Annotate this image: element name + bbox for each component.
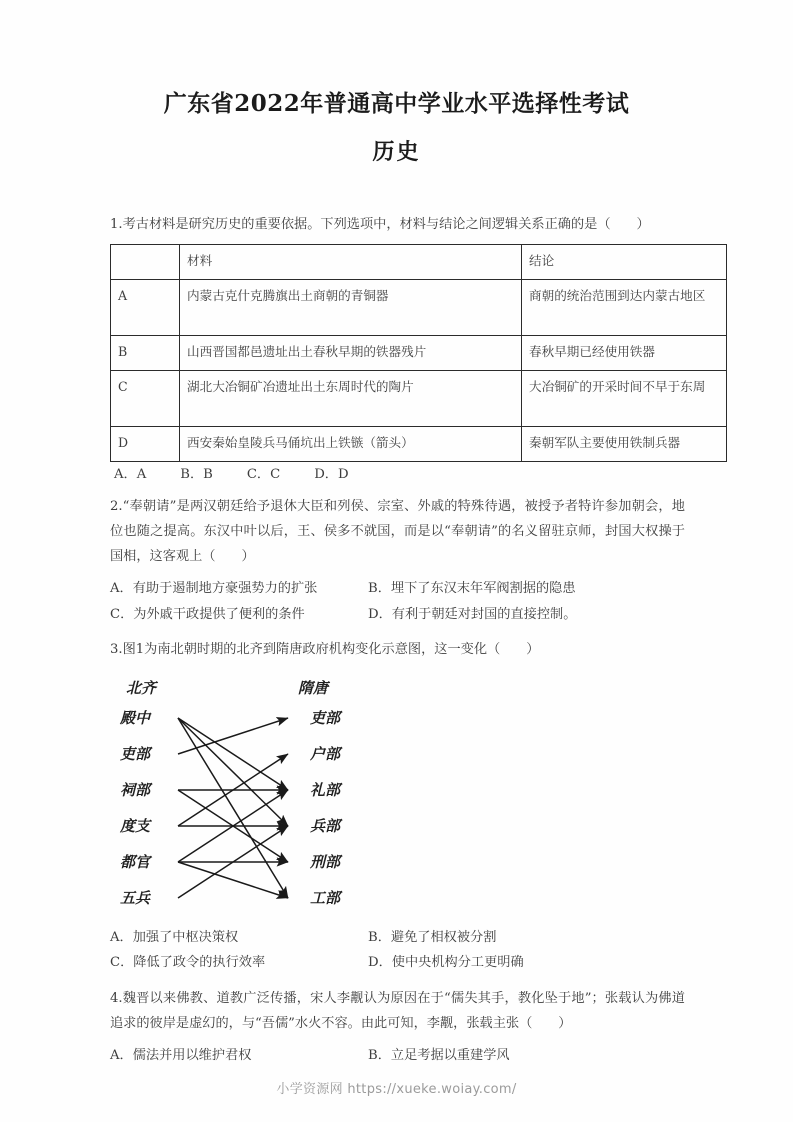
- diagram-headers: [126, 679, 331, 697]
- diagram-right-node-0: 吏部: [310, 708, 341, 727]
- question-3-stem: [110, 637, 685, 662]
- option-c[interactable]: C．为外戚干政提供了便利的条件: [110, 606, 305, 622]
- page-title: 广东省2022年普通高中学业水平选择性考试: [163, 90, 630, 117]
- diagram-right-node-3: 兵部: [310, 816, 341, 835]
- row-conclusion: 商朝的统治范围到达内蒙古地区: [522, 280, 727, 336]
- question-3-options-row-1: [110, 925, 685, 951]
- diagram-right-node-2: 礼部: [310, 780, 341, 799]
- table-row: [111, 280, 727, 336]
- option-c[interactable]: C．降低了政令的执行效率: [110, 955, 266, 971]
- question-2-stem: [110, 494, 685, 570]
- diagram-left-header: 北齐: [126, 678, 157, 697]
- table-header-row: [111, 245, 727, 280]
- diagram-link-10: [178, 862, 288, 898]
- option-d[interactable]: D．有利于朝廷对封国的直接控制。: [368, 606, 577, 622]
- option-c[interactable]: C．C: [246, 467, 281, 483]
- diagram-left-node-0: 殿中: [120, 708, 151, 727]
- table-header-conclusion: 结论: [522, 245, 727, 280]
- diagram-links: [178, 718, 288, 898]
- diagram-link-1: [178, 718, 288, 826]
- site-watermark: 小学资源网 https://xueke.woiay.com/: [276, 1082, 517, 1097]
- diagram-left-nodes: [119, 709, 153, 907]
- question-1-stem-close: ）: [636, 217, 650, 232]
- row-conclusion: 秦朝军队主要使用铁制兵器: [522, 427, 727, 462]
- question-3: [110, 637, 685, 976]
- option-b[interactable]: B．埋下了东汉末年军阀割据的隐患: [368, 580, 576, 596]
- option-a[interactable]: A．加强了中枢决策权: [110, 929, 239, 945]
- table-row: [111, 427, 727, 462]
- row-conclusion: 春秋早期已经使用铁器: [522, 336, 727, 371]
- row-conclusion: 大冶铜矿的开采时间不早于东周: [522, 371, 727, 427]
- table-row: [111, 371, 727, 427]
- title-block: [0, 88, 793, 166]
- diagram-left-node-4: 都官: [120, 852, 151, 871]
- question-1-stem-text: 1.考古材料是研究历史的重要依据。下列选项中，材料与结论之间逻辑关系正确的是（: [110, 217, 611, 232]
- question-1-stem: [110, 212, 685, 237]
- option-a[interactable]: A．有助于遏制地方豪强势力的扩张: [110, 580, 318, 596]
- option-b[interactable]: B．立足考据以重建学风: [368, 1047, 510, 1063]
- question-2-stem-text: 2.“奉朝请”是两汉朝廷给予退休大臣和列侯、宗室、外戚的特殊待遇，被授予者特许参加朝会，地位也随之提高。东汉中叶以后，王、侯多不就国，而是以“奉朝请”的名义留驻京师，封国大权操于国相，这客观上（: [110, 498, 685, 565]
- diagram-svg: [112, 671, 412, 921]
- row-key: B: [111, 336, 180, 371]
- row-material: 山西晋国都邑遗址出土春秋早期的铁器残片: [180, 336, 522, 371]
- row-key: D: [111, 427, 180, 462]
- row-key: A: [111, 280, 180, 336]
- option-b[interactable]: B．B: [180, 467, 213, 483]
- question-2-options-row-1: [110, 576, 685, 602]
- diagram-link-3: [178, 718, 288, 754]
- diagram-left-node-2: 祠部: [120, 780, 151, 799]
- table-header-material: 材料: [180, 245, 522, 280]
- question-3-options-row-2: [110, 950, 685, 976]
- row-material: 内蒙古克什克腾旗出土商朝的青铜器: [180, 280, 522, 336]
- question-1-options: [110, 462, 685, 488]
- diagram-left-node-5: 五兵: [120, 888, 151, 907]
- diagram-right-node-1: 户部: [310, 744, 341, 763]
- question-list: [110, 212, 706, 1069]
- diagram-right-nodes: [309, 709, 343, 907]
- question-3-stem-close: ）: [526, 642, 540, 658]
- diagram-right-node-5: 工部: [310, 888, 341, 907]
- question-4-options-row-1: [110, 1043, 685, 1069]
- question-2: [110, 494, 685, 628]
- diagram-right-node-4: 刑部: [310, 852, 341, 871]
- option-a[interactable]: A．儒法并用以维护君权: [110, 1047, 252, 1063]
- question-2-stem-close: ）: [241, 549, 255, 565]
- option-b[interactable]: B．避免了相权被分割: [368, 929, 497, 945]
- diagram-link-0: [178, 718, 288, 790]
- row-material: 西安秦始皇陵兵马俑坑出上铁镞（箭头）: [180, 427, 522, 462]
- diagram-left-node-1: 吏部: [120, 744, 151, 763]
- question-4-stem: [110, 986, 685, 1037]
- government-structure-diagram: [112, 671, 412, 921]
- option-d[interactable]: D．D: [314, 467, 349, 483]
- option-a[interactable]: A．A: [114, 467, 147, 483]
- question-1: [110, 212, 706, 488]
- question-4: [110, 986, 685, 1068]
- question-3-stem-text: 3.图1为南北朝时期的北齐到隋唐政府机构变化示意图，这一变化（: [110, 642, 501, 658]
- diagram-left-node-3: 度支: [120, 816, 151, 835]
- question-4-stem-close: ）: [558, 1016, 572, 1032]
- row-key: C: [111, 371, 180, 427]
- option-d[interactable]: D．使中央机构分工更明确: [368, 955, 524, 971]
- page-subtitle: 历史: [372, 139, 421, 166]
- table-header-key: [111, 245, 180, 280]
- table-row: [111, 336, 727, 371]
- question-4-stem-text: 4.魏晋以来佛教、道教广泛传播，宋人李觏认为原因在于“儒失其手，教化坠于地”；张载认为佛道追求的彼岸是虚幻的，与“吾儒”水火不容。由此可知，李觏，张载主张（: [110, 991, 685, 1032]
- question-2-options-row-2: [110, 602, 685, 628]
- row-material: 湖北大冶铜矿冶遗址出土东周时代的陶片: [180, 371, 522, 427]
- material-conclusion-table: [110, 244, 727, 462]
- diagram-link-2: [178, 718, 288, 898]
- diagram-right-header: 隋唐: [298, 678, 329, 697]
